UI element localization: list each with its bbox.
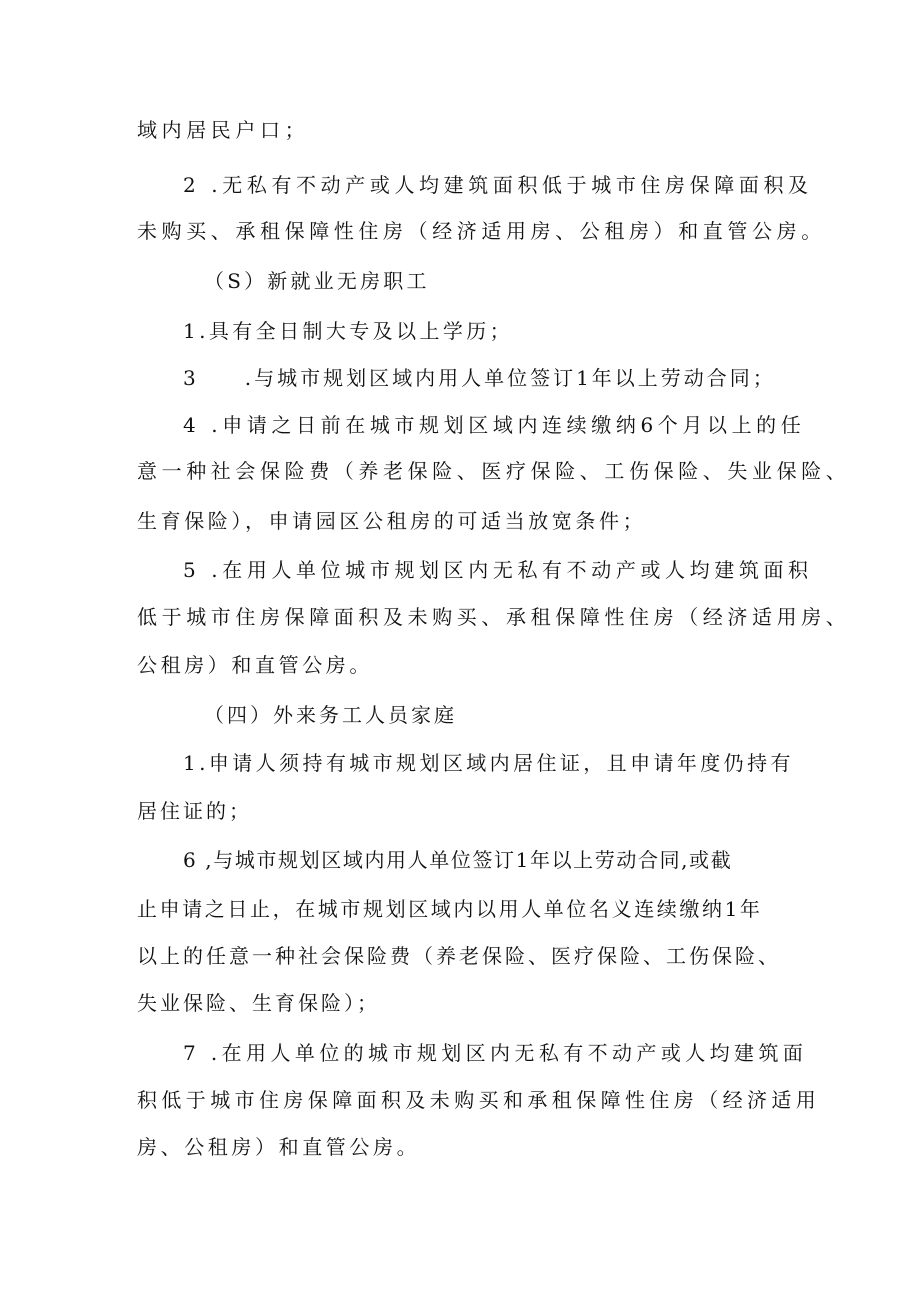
section-heading: （S）新就业无房职工	[204, 269, 430, 293]
paragraph-line: 房、公租房）和直管公房。	[137, 1135, 421, 1159]
paragraph-line: 公租房）和直管公房。	[137, 653, 373, 677]
section-heading: （四）外来务工人员家庭	[204, 703, 457, 727]
paragraph-line: 7 .在用人单位的城市规划区内无私有不动产或人均建筑面	[183, 1041, 808, 1065]
paragraph-line: 意一种社会保险费（养老保险、医疗保险、工伤保险、失业保险、	[137, 459, 851, 483]
paragraph-line: 3 .与城市规划区域内用人单位签订1年以上劳动合同；	[183, 366, 776, 390]
paragraph-line: 4 .申请之日前在城市规划区域内连续缴纳6个月以上的任	[183, 413, 806, 437]
paragraph-line: 1.具有全日制大专及以上学历；	[183, 319, 514, 343]
paragraph-line: 1.申请人须持有城市规划区域内居住证，且申请年度仍持有	[183, 751, 794, 775]
paragraph-line: 居住证的；	[137, 799, 252, 823]
paragraph-line: 域内居民户口；	[137, 118, 310, 142]
paragraph-line: 积低于城市住房保障面积及未购买和承租保障性住房（经济适用	[137, 1088, 821, 1112]
paragraph-line: 未购买、承租保障性住房（经济适用房、公租房）和直管公房。	[137, 219, 826, 243]
paragraph-line: 2 .无私有不动产或人均建筑面积低于城市住房保障面积及	[183, 173, 813, 197]
paragraph-line: 失业保险、生育保险）；	[137, 991, 380, 1015]
paragraph-line: 低于城市住房保障面积及未购买、承租保障性住房（经济适用房、	[137, 605, 851, 629]
paragraph-line: 以上的任意一种社会保险费（养老保险、医疗保险、工伤保险、	[137, 944, 781, 968]
paragraph-line: 5 .在用人单位城市规划区内无私有不动产或人均建筑面积	[183, 558, 813, 582]
paragraph-line: 止申请之日止，在城市规划区域内以用人单位名义连续缴纳1年	[137, 897, 763, 921]
paragraph-line: 6 ,与城市规划区域内用人单位签订1年以上劳动合同,或截	[183, 848, 733, 872]
paragraph-line: 生育保险），申请园区公租房的可适当放宽条件；	[137, 509, 647, 533]
